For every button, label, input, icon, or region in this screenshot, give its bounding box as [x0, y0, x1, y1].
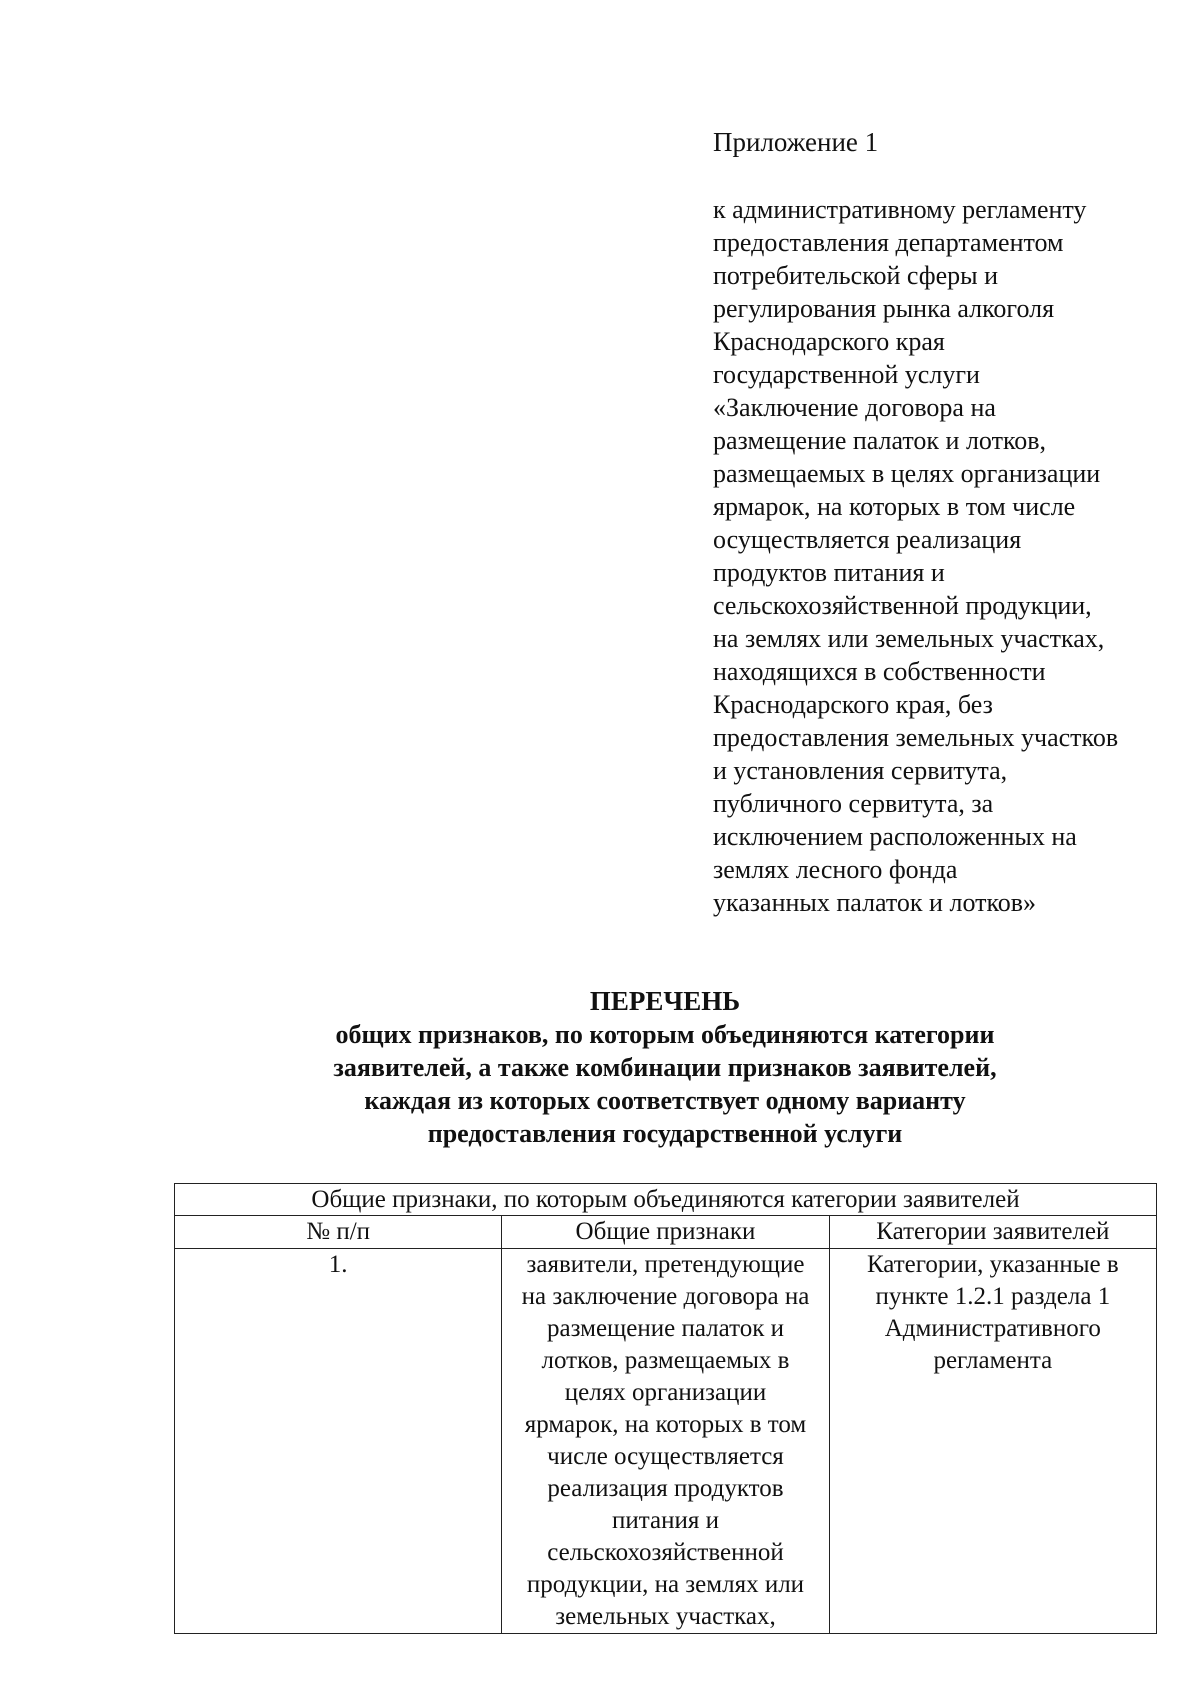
row-number: 1.: [175, 1249, 502, 1634]
heading-line: каждая из которых соответствует одному варианту: [364, 1086, 966, 1115]
annex-line: предоставления земельных участков: [713, 723, 1119, 752]
annex-line: исключением расположенных на: [713, 822, 1077, 851]
annex-line: государственной услуги: [713, 360, 980, 389]
annex-line: ярмарок, на которых в том числе: [713, 492, 1076, 521]
annex-line: на землях или земельных участках,: [713, 624, 1105, 653]
annex-line: продуктов питания и: [713, 558, 945, 587]
annex-line: находящихся в собственности: [713, 657, 1046, 686]
table-row: [175, 1249, 1157, 1634]
annex-title: Приложение 1: [713, 127, 879, 157]
heading-line: предоставления государственной услуги: [427, 1119, 903, 1148]
annex-line: и установления сервитута,: [713, 756, 1008, 785]
annex-line: размещаемых в целях организации: [713, 459, 1101, 488]
column-header-number: № п/п: [175, 1216, 502, 1249]
annex-line: размещение палаток и лотков,: [713, 426, 1047, 455]
annex-line: указанных палаток и лотков»: [713, 888, 1037, 917]
annex-reference-block: [713, 193, 1183, 919]
table-span-header: Общие признаки, по которым объединяются категории заявителей: [175, 1184, 1157, 1216]
criteria-table: [174, 1183, 1157, 1634]
row-categories: Категории, указанные в пункте 1.2.1 раздела 1 Административного регламента: [829, 1249, 1156, 1634]
annex-line: сельскохозяйственной продукции,: [713, 591, 1092, 620]
row-features: заявители, претендующие на заключение договора на размещение палаток и лотков, размещаемых в целях организации ярмарок, на которых в том числе осуществляется реализация продуктов питания и сельскохозяйственной продукции, на землях или земельных участках,: [502, 1249, 829, 1634]
heading-title: ПЕРЕЧЕНЬ: [589, 986, 741, 1016]
annex-line: публичного сервитута, за: [713, 789, 994, 818]
heading-line: общих признаков, по которым объединяются категории: [335, 1020, 995, 1049]
annex-line: потребительской сферы и: [713, 261, 999, 290]
annex-line: регулирования рынка алкоголя: [713, 294, 1055, 323]
annex-line: землях лесного фонда: [713, 855, 958, 884]
column-header-categories: Категории заявителей: [829, 1216, 1156, 1249]
annex-line: Краснодарского края: [713, 327, 945, 356]
heading-line: заявителей, а также комбинации признаков заявителей,: [333, 1053, 997, 1082]
annex-line: к административному регламенту: [713, 195, 1087, 224]
table-header-row: [175, 1216, 1157, 1249]
annex-line: предоставления департаментом: [713, 228, 1064, 257]
table-span-header-row: [175, 1184, 1157, 1216]
column-header-features: Общие признаки: [502, 1216, 829, 1249]
annex-line: «Заключение договора на: [713, 393, 996, 422]
document-heading: [170, 985, 1160, 1150]
annex-line: осуществляется реализация: [713, 525, 1022, 554]
annex-line: Краснодарского края, без: [713, 690, 993, 719]
